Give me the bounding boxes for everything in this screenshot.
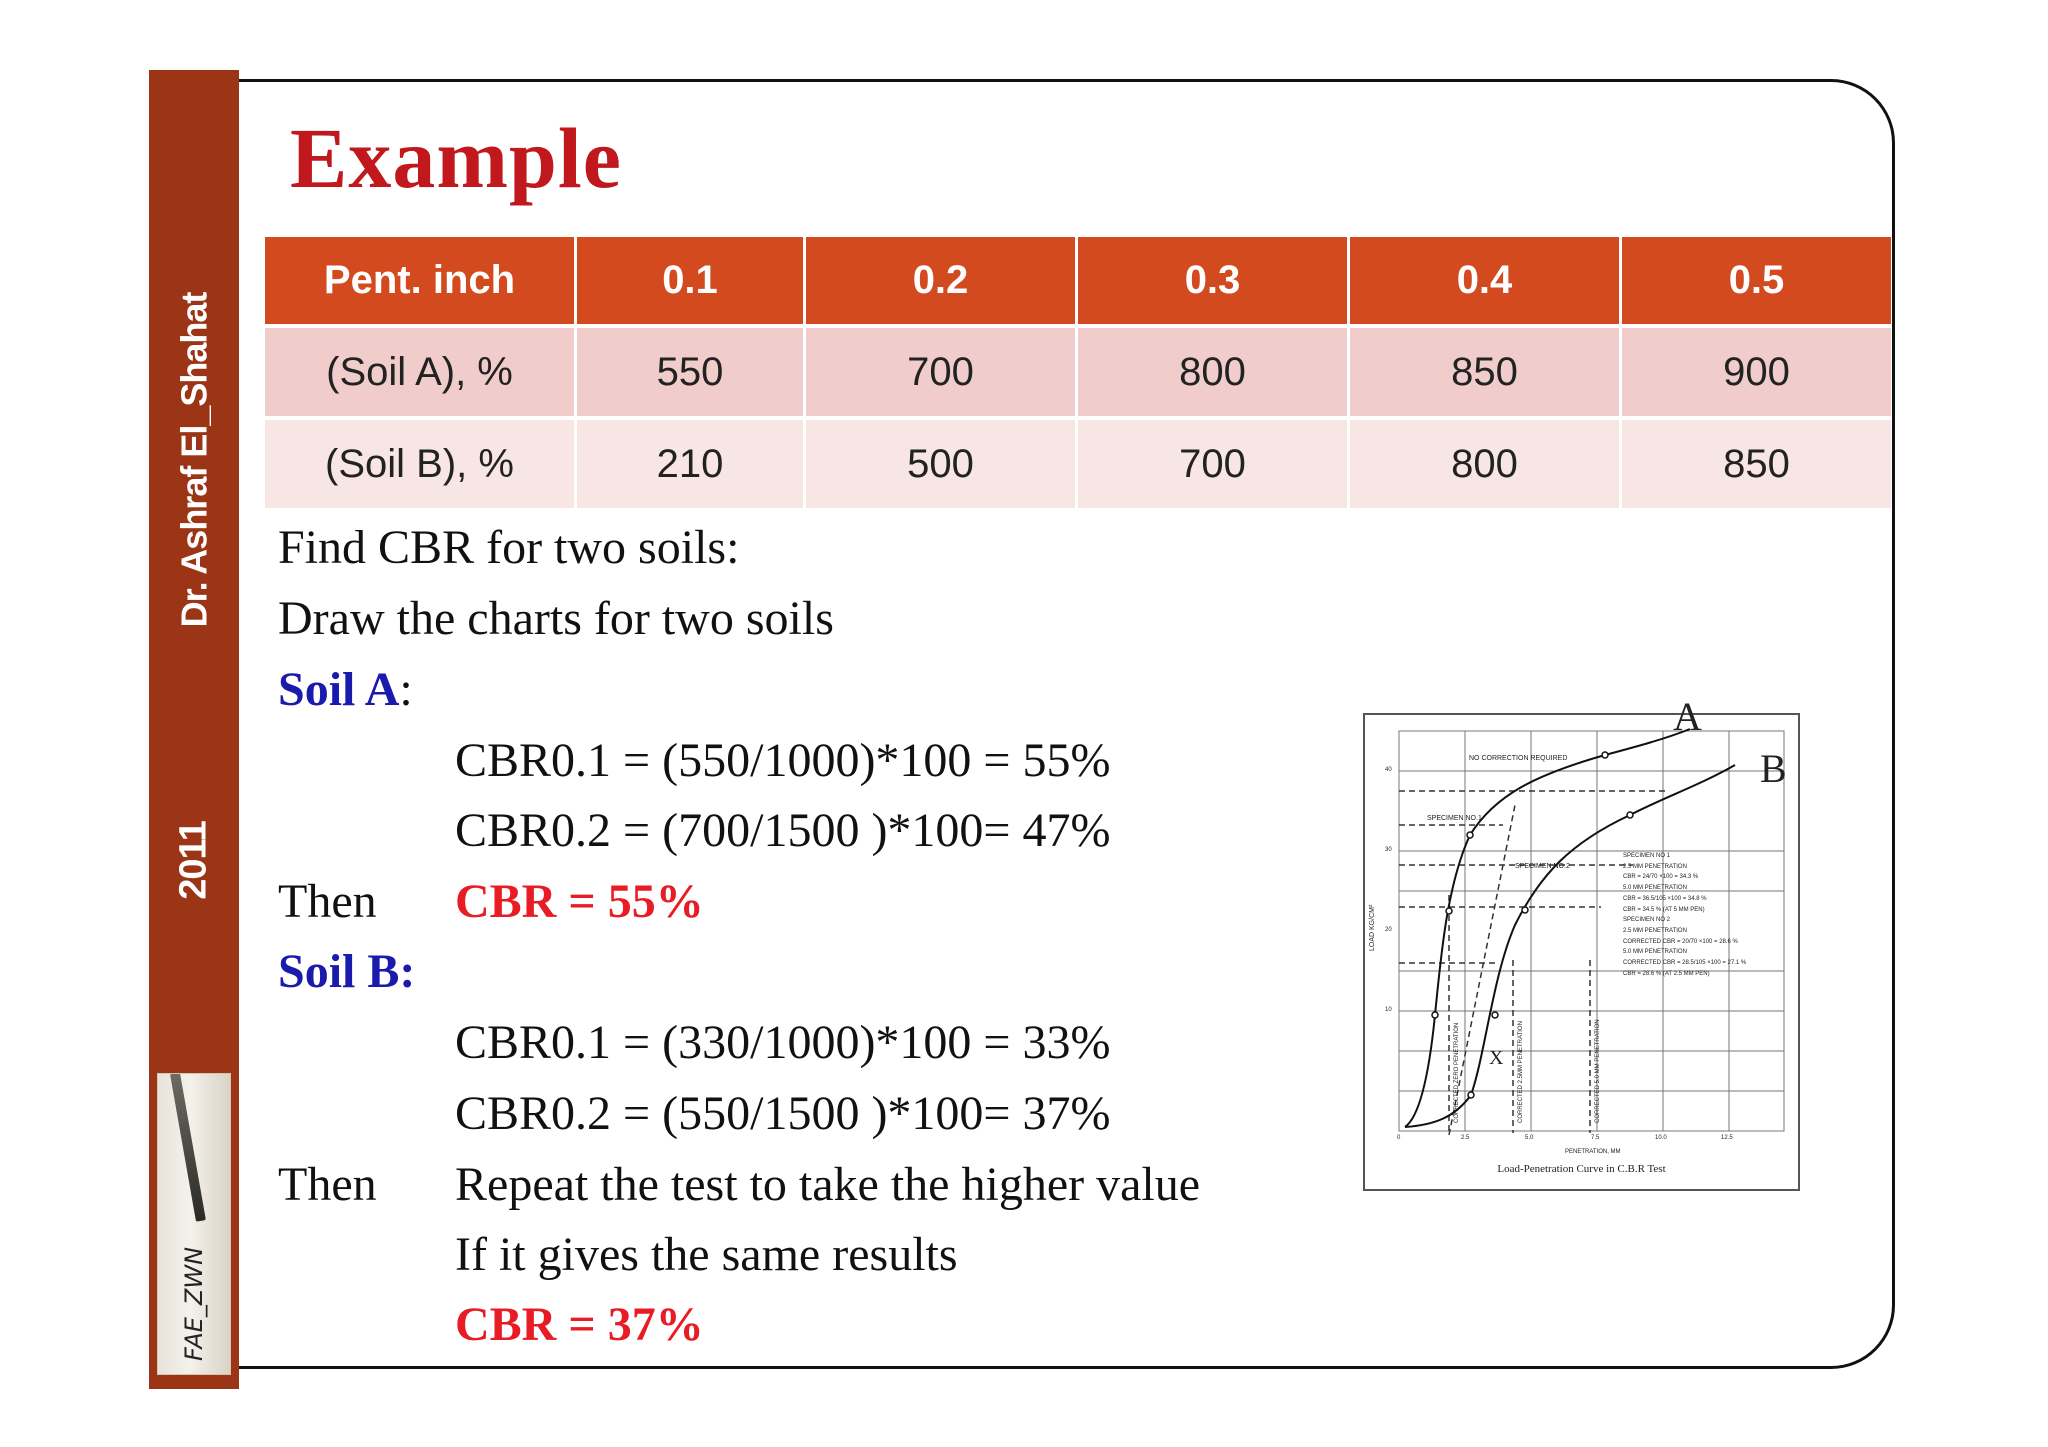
vertical-label: CORRECTED 2.5MM PENETRATION — [1518, 1021, 1524, 1123]
same-results-text: If it gives the same results — [455, 1228, 958, 1281]
pen-icon — [170, 1073, 206, 1222]
y-tick: 10 — [1385, 1007, 1392, 1013]
soil-b-cbr01: CBR0.1 = (330/1000)*100 = 33% — [455, 1016, 1111, 1069]
note-line: SPECIMEN NO 2 — [1623, 917, 1671, 924]
specimen-notes — [1623, 851, 1746, 979]
note-line: 2.5 MM PENETRATION — [1623, 927, 1687, 934]
load-penetration-figure — [1363, 694, 1800, 1191]
note-line: CORRECTED CBR = 28.5/105 ×100 = 27.1 % — [1623, 960, 1747, 967]
data-table — [262, 233, 1894, 512]
y-tick: 30 — [1385, 847, 1392, 853]
note-line: CBR = 34.5 % (AT 5 MM PEN) — [1623, 906, 1705, 913]
table-row — [265, 420, 1891, 508]
soil-a-cbr01: CBR0.1 = (550/1000)*100 = 55% — [455, 734, 1111, 787]
table-cell: 550 — [577, 328, 803, 416]
then-label-a: Then — [278, 875, 377, 928]
table-header-cell: 0.3 — [1078, 237, 1347, 324]
year-label: 2011 — [172, 820, 215, 900]
signature-photo — [157, 1073, 231, 1375]
table-cell: 210 — [577, 420, 803, 508]
figure-caption: Load-Penetration Curve in C.B.R Test — [1497, 1163, 1666, 1175]
note-line: 5.0 MM PENETRATION — [1623, 885, 1687, 892]
note-line: 5.0 MM PENETRATION — [1623, 949, 1687, 956]
note-line: CORRECTED CBR = 20/70 ×100 = 28.6 % — [1623, 938, 1738, 945]
slide-title: Example — [290, 110, 622, 206]
table-cell: 850 — [1622, 420, 1891, 508]
x-tick: 7.5 — [1591, 1135, 1600, 1141]
x-axis-label: PENETRATION, MM — [1565, 1149, 1621, 1155]
table-cell: 900 — [1622, 328, 1891, 416]
soil-a-colon: : — [399, 663, 413, 716]
y-tick: 20 — [1385, 927, 1392, 933]
soil-a-cbr02: CBR0.2 = (700/1500 )*100= 47% — [455, 804, 1111, 857]
specimen2-label: SPECIMEN NO.2 — [1515, 863, 1570, 870]
table-cell: 700 — [806, 328, 1075, 416]
x-tick: 5.0 — [1525, 1135, 1534, 1141]
note-line: CBR = 36.5/105 ×100 = 34.8 % — [1623, 895, 1707, 902]
signature-text: FAE_ZWN — [180, 1246, 209, 1362]
table-cell: 700 — [1078, 420, 1347, 508]
table-cell: 800 — [1350, 420, 1619, 508]
soil-b-cbr02: CBR0.2 = (550/1500 )*100= 37% — [455, 1087, 1111, 1140]
note-line: 2.5 MM PENETRATION — [1623, 863, 1687, 870]
table-cell: (Soil B), % — [265, 420, 574, 508]
note-line: CBR = 28.6 % (AT 2.5 MM PEN) — [1623, 970, 1710, 977]
then-label-b: Then — [278, 1158, 377, 1211]
point-label-x: X — [1489, 1047, 1504, 1069]
curve-label-b: B — [1760, 746, 1787, 791]
table-header-cell: 0.4 — [1350, 237, 1619, 324]
x-tick: 10.0 — [1655, 1135, 1667, 1141]
soil-a-label: Soil A — [278, 663, 400, 716]
x-tick: 12.5 — [1721, 1135, 1733, 1141]
table-header-cell: 0.5 — [1622, 237, 1891, 324]
soil-a-result: CBR = 55% — [455, 875, 704, 928]
find-text: Find CBR for two soils: — [278, 521, 740, 574]
repeat-text: Repeat the test to take the higher value — [455, 1158, 1201, 1211]
sidebar — [149, 70, 239, 1389]
table-cell: 500 — [806, 420, 1075, 508]
note-line: SPECIMEN NO 1 — [1623, 853, 1671, 859]
curve-label-a: A — [1673, 694, 1702, 739]
table-cell: (Soil A), % — [265, 328, 574, 416]
table-row — [265, 328, 1891, 416]
table-header-cell: 0.2 — [806, 237, 1075, 324]
note-line: CBR = 24/70 ×100 = 34.3 % — [1623, 874, 1699, 881]
soil-a-heading — [278, 662, 413, 717]
x-tick: 0 — [1397, 1135, 1401, 1141]
table-cell: 800 — [1078, 328, 1347, 416]
vertical-label: CORRECTED ZERO PENETRATION — [1454, 1022, 1460, 1123]
table-cell: 850 — [1350, 328, 1619, 416]
author-label: Dr. Ashraf El_Shahat — [173, 292, 214, 628]
x-tick: 2.5 — [1461, 1135, 1470, 1141]
table-header-cell: 0.1 — [577, 237, 803, 324]
vertical-label: CORRECTED 5.0 MM PENETRATION — [1595, 1019, 1601, 1123]
no-correction-label: NO CORRECTION REQUIRED — [1469, 755, 1568, 762]
soil-b-result: CBR = 37% — [455, 1298, 704, 1351]
specimen1-label: SPECIMEN NO.1 — [1427, 815, 1482, 822]
draw-text: Draw the charts for two soils — [278, 592, 834, 645]
y-tick: 40 — [1385, 767, 1392, 773]
y-axis-label: LOAD KG/CM² — [1369, 904, 1376, 951]
table-header-cell: Pent. inch — [265, 237, 574, 324]
soil-b-heading: Soil B: — [278, 945, 416, 998]
table-header-row — [265, 237, 1891, 324]
